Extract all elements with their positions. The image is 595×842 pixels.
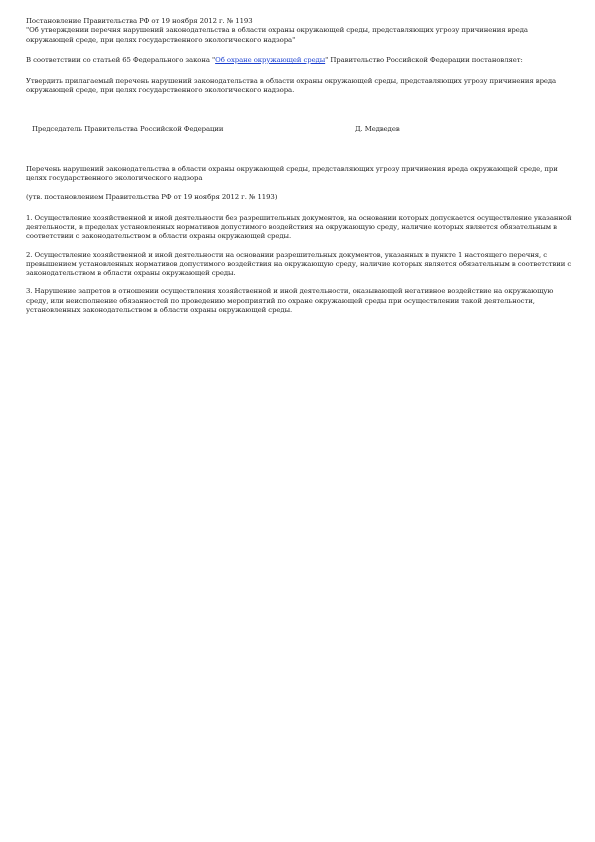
- preamble-text-after: " Правительство Российской Федерации постановляет:: [325, 55, 523, 64]
- approve-paragraph: Утвердить прилагаемый перечень нарушений законодательства в области охраны окружающей среды, представляющих угрозу причинения вреда окружающей среде, при целях государственного экологического надзора.: [26, 77, 557, 95]
- list-title: Перечень нарушений законодательства в области охраны окружающей среды, представляющих угрозу причинения вреда окружающей среде, при целях государственного экологического надзора: [26, 164, 558, 183]
- approved-note: (утв. постановлением Правительства РФ от 19 ноября 2012 г. № 1193): [26, 193, 278, 202]
- resolution-reference: Постановление Правительства РФ от 19 ноября 2012 г. № 1193: [26, 17, 253, 25]
- law-link[interactable]: Об охране окружающей среды: [215, 55, 326, 64]
- preamble-paragraph: [26, 56, 572, 65]
- signature-position: Председатель Правительства Российской Федерации: [32, 124, 224, 133]
- resolution-title: "Об утверждении перечня нарушений законодательства в области охраны окружающей среды, представляющих угрозу причинения вреда окружающей среде, при целях государственного экологического надзора": [26, 26, 528, 44]
- list-item-1: 1. Осуществление хозяйственной и иной деятельности без разрешительных документов, на основании которых допускается осуществление указанной деятельности, в пределах установленных нормативов допустимого воздействия на окружающую среду, наличие которых является обязательным в соответствии с законодательством в области охраны окружающей среды.: [26, 213, 572, 241]
- preamble-text-before: В соответствии со статьей 65 Федерального закона ": [26, 55, 216, 64]
- list-item-3: 3. Нарушение запретов в отношении осуществления хозяйственной и иной деятельности, оказывающей негативное воздействие на окружающую среду, или неисполнение обязанностей по проведению мероприятий по охране окружающей среды при осуществлении такой деятельности, установленных законодательством в области охраны окружающей среды.: [26, 287, 554, 315]
- signature-block: [26, 125, 572, 135]
- list-item-2: 2. Осуществление хозяйственной и иной деятельности на основании разрешительных документов, указанных в пункте 1 настоящего перечня, с превышением установленных нормативов допустимого воздействия на окружающую среду, наличие которых является обязательным в соответствии с законодательством в области охраны окружающей среды.: [26, 250, 572, 278]
- document-header: [26, 17, 572, 45]
- document-body: [26, 17, 572, 315]
- signature-name: Д. Медведев: [355, 124, 400, 133]
